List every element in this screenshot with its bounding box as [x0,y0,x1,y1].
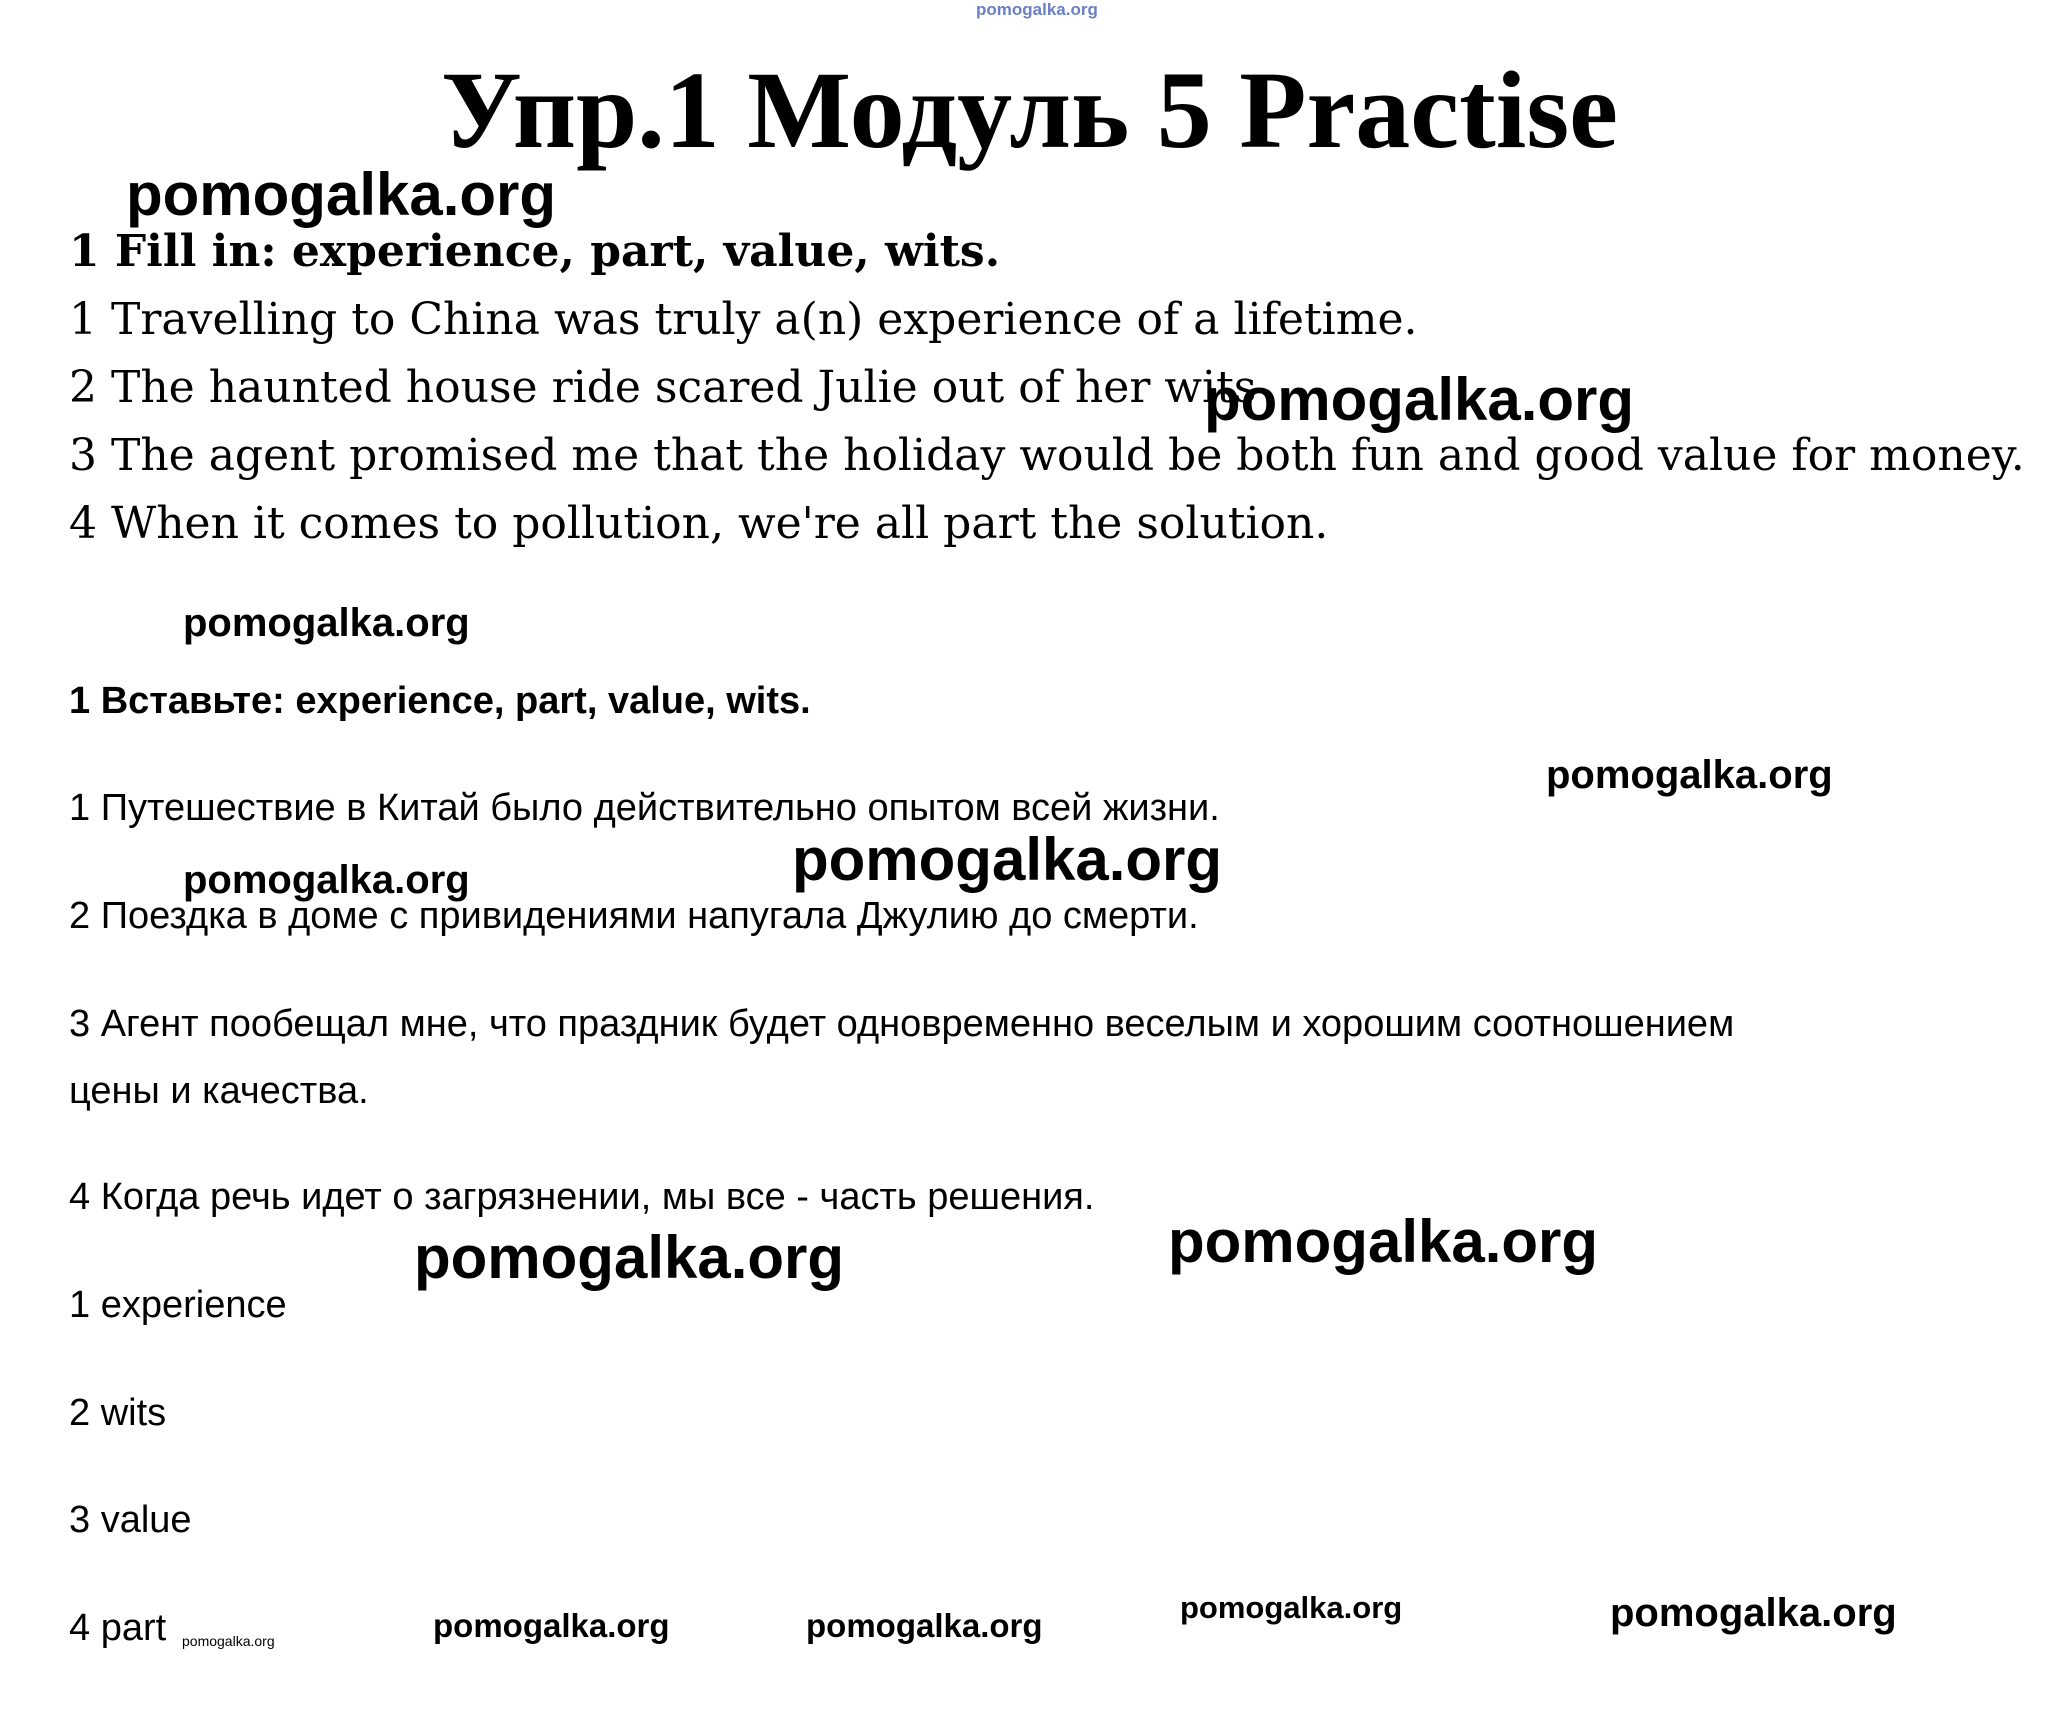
russian-heading: 1 Вставьте: experience, part, value, wits. [69,680,811,722]
watermark: pomogalka.org [183,601,470,645]
watermark: pomogalka.org [414,1224,845,1291]
english-sentence-1: 1 Travelling to China was truly a(n) experience of a lifetime. [69,294,1418,345]
russian-sentence-2: 2 Поездка в доме с привидениями напугала Джулию до смерти. [69,895,1199,937]
russian-sentence-3: 3 Агент пообещал мне, что праздник будет одновременно веселым и хорошим соотношением [69,1003,1735,1045]
watermark: pomogalka.org [1180,1590,1403,1625]
watermark: pomogalka.org [1204,366,1635,433]
russian-sentence-3-cont: цены и качества. [69,1070,369,1112]
watermark: pomogalka.org [433,1607,670,1644]
russian-sentence-1: 1 Путешествие в Китай было действительно опытом всей жизни. [69,787,1220,829]
watermark: pomogalka.org [1546,753,1833,797]
english-sentence-3: 3 The agent promised me that the holiday would be both fun and good value for money. [69,430,2025,481]
watermark: pomogalka.org [1168,1208,1599,1275]
watermark: pomogalka.org [126,161,557,228]
page-title: Упр.1 Модуль 5 Practise [441,49,1618,171]
watermark-top: pomogalka.org [976,0,1098,19]
english-sentence-2: 2 The haunted house ride scared Julie out of her wits [69,362,1257,413]
watermark: pomogalka.org [806,1607,1043,1644]
russian-sentence-4: 4 Когда речь идет о загрязнении, мы все - часть решения. [69,1176,1095,1218]
watermark: pomogalka.org [182,1633,275,1649]
watermark: pomogalka.org [183,858,470,902]
watermark: pomogalka.org [1610,1591,1897,1635]
answer-2: 2 wits [69,1392,167,1434]
english-sentence-4: 4 When it comes to pollution, we're all part the solution. [69,498,1329,549]
answer-3: 3 value [69,1499,192,1541]
answer-1: 1 experience [69,1284,287,1326]
answer-4: 4 part [69,1607,167,1649]
watermark: pomogalka.org [792,826,1223,893]
english-heading: 1 Fill in: experience, part, value, wits. [69,226,1001,277]
